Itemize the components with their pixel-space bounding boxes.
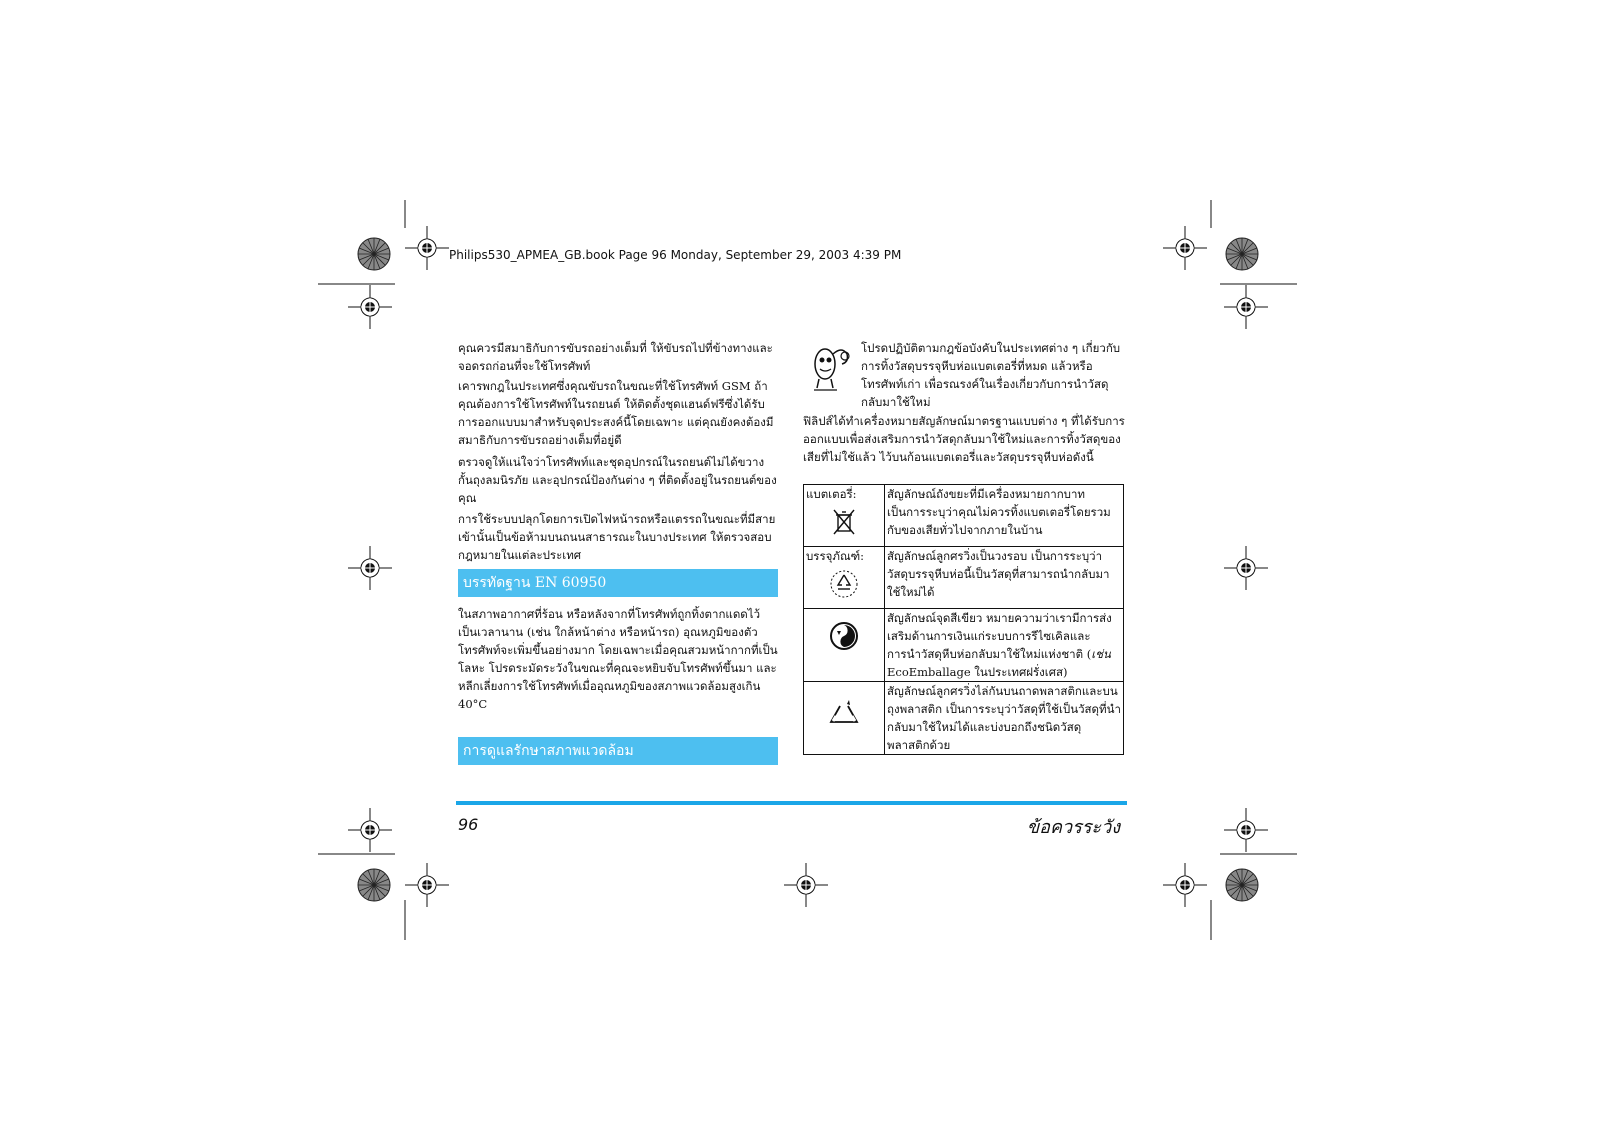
- page-number: 96: [458, 815, 479, 834]
- recycle-circle-icon: [829, 569, 859, 599]
- table-cell-label: [804, 609, 885, 682]
- table-cell-label: [804, 485, 885, 547]
- table-cell-description: [885, 609, 1124, 682]
- green-dot-text-pre: สัญลักษณ์จุดสีเขียว หมายความว่าเรามีการส่งเสริมด้านการเงินแก่ระบบการรีไซเคิลและการนำวัสดุหีบห่อกลับมาใช้ใหม่แห่งชาติ (: [887, 611, 1112, 661]
- mascot-icon: [809, 342, 855, 392]
- table-row: [804, 485, 1124, 547]
- paragraph-focus-driving: คุณควรมีสมาธิกับการขับรถอย่างเต็มที่ ให้ขับรถไปที่ข้างทางและจอดรถก่อนที่จะใช้โทรศัพท์: [458, 341, 773, 373]
- table-cell-label: [804, 682, 885, 755]
- table-row: [804, 682, 1124, 755]
- row-label: แบตเตอรี่:: [806, 487, 857, 501]
- section-heading-en60950: บรรทัดฐาน EN 60950: [458, 569, 778, 597]
- paragraph-symbols-intro: ฟิลิปส์ได้ทำเครื่องหมายสัญลักษณ์มาตรฐานแบบต่าง ๆ ที่ได้รับการออกแบบเพื่อส่งเสริมการนำวัสดุกลับมาใช้ใหม่และการทิ้งวัสดุของเสียที่ไม่ใช้แล้ว ไว้บนก้อนแบตเตอรี่และวัสดุบรรจุหีบห่อดังนี้: [803, 414, 1125, 464]
- chapter-title: ข้อควรระวัง: [1026, 817, 1120, 838]
- paragraph-heat-warning: ในสภาพอากาศที่ร้อน หรือหลังจากที่โทรศัพท์ถูกทิ้งตากแดดไว้เป็นเวลานาน (เช่น ใกล้หน้าต่าง หรือหน้ารถ) อุณหภูมิของตัวโทรศัพท์จะเพิ่มขึ้นอย่างมาก โดยเฉพาะเมื่อคุณสวมหน้ากากที่เป็นโลหะ โปรดระมัดระวังในขณะที่คุณจะหยิบจับโทรศัพท์ขึ้นมา และหลีกเลี่ยงการใช้โทรศัพท์เมื่ออุณหภูมิของสภาพแวดล้อมสูงเกิน 40°C: [458, 607, 778, 711]
- paragraph-disposal-rules: โปรดปฏิบัติตามกฎข้อบังคับในประเทศต่าง ๆ เกี่ยวกับการทิ้งวัสดุบรรจุหีบห่อแบตเตอรี่ที่หมด แล้วหรือโทรศัพท์เก่า เพื่อรณรงค์ในเรื่องเกี่ยวกับการนำวัสดุกลับมาใช้ใหม่: [861, 341, 1121, 409]
- table-cell-description: สัญลักษณ์ลูกศรวิ่งเป็นวงรอบ เป็นการระบุว่าวัสดุบรรจุหีบห่อนี้เป็นวัสดุที่สามารถนำกลับมาใช้ใหม่ได้: [885, 547, 1124, 609]
- green-dot-icon: [829, 621, 859, 651]
- row-label: บรรจุภัณฑ์:: [806, 549, 865, 563]
- table-row: [804, 547, 1124, 609]
- table-cell-description: สัญลักษณ์ถังขยะที่มีเครื่องหมายกากบาท เป็นการระบุว่าคุณไม่ควรทิ้งแบตเตอรี่โดยรวมกับของเสียทั่วไปจากภายในบ้าน: [885, 485, 1124, 547]
- paragraph-country-rules: เคารพกฎในประเทศซึ่งคุณขับรถในขณะที่ใช้โทรศัพท์ GSM ถ้าคุณต้องการใช้โทรศัพท์ในรถยนต์ ให้ติดตั้งชุดแฮนด์ฟรีซึ่งได้รับการออกแบบมาสำหรับจุดประสงค์นี้โดยเฉพาะ แต่คุณยังคงต้องมีสมาธิกับการขับรถอย่างเต็มที่อยู่ดี: [458, 379, 774, 447]
- plastic-recycle-icon: [828, 696, 860, 726]
- green-dot-text-italic: เช่น: [1091, 647, 1111, 661]
- table-cell-description: สัญลักษณ์ลูกศรวิ่งไล่กันบนถาดพลาสติกและบนถุงพลาสติก เป็นการระบุว่าวัสดุที่ใช้เป็นวัสดุที่นำกลับมาใช้ใหม่ได้และบ่งบอกถึงชนิดวัสดุพลาสติกด้วย: [885, 682, 1124, 755]
- crossed-bin-icon: [830, 507, 858, 537]
- section-heading-environment: การดูแลรักษาสภาพแวดล้อม: [458, 737, 778, 765]
- table-row: [804, 609, 1124, 682]
- paragraph-alarm: การใช้ระบบปลุกโดยการเปิดไฟหน้ารถหรือแตรรถในขณะที่มีสายเข้านั้นเป็นข้อห้ามบนถนนสาธารณะในบางประเทศ ให้ตรวจสอบกฎหมายในแต่ละประเทศ: [458, 512, 776, 562]
- file-header: Philips530_APMEA_GB.book Page 96 Monday, September 29, 2003 4:39 PM: [449, 248, 902, 262]
- green-dot-text-post: EcoEmballage ในประเทศฝรั่งเศส): [887, 665, 1068, 679]
- table-cell-label: [804, 547, 885, 609]
- paragraph-airbag: ตรวจดูให้แน่ใจว่าโทรศัพท์และชุดอุปกรณ์ในรถยนต์ไม่ได้ขวางกั้นถุงลมนิรภัย และอุปกรณ์ป้องกันต่าง ๆ ที่ติดตั้งอยู่ในรถยนต์ของคุณ: [458, 455, 777, 505]
- symbols-table: [803, 484, 1124, 755]
- footer-rule: [456, 801, 1127, 805]
